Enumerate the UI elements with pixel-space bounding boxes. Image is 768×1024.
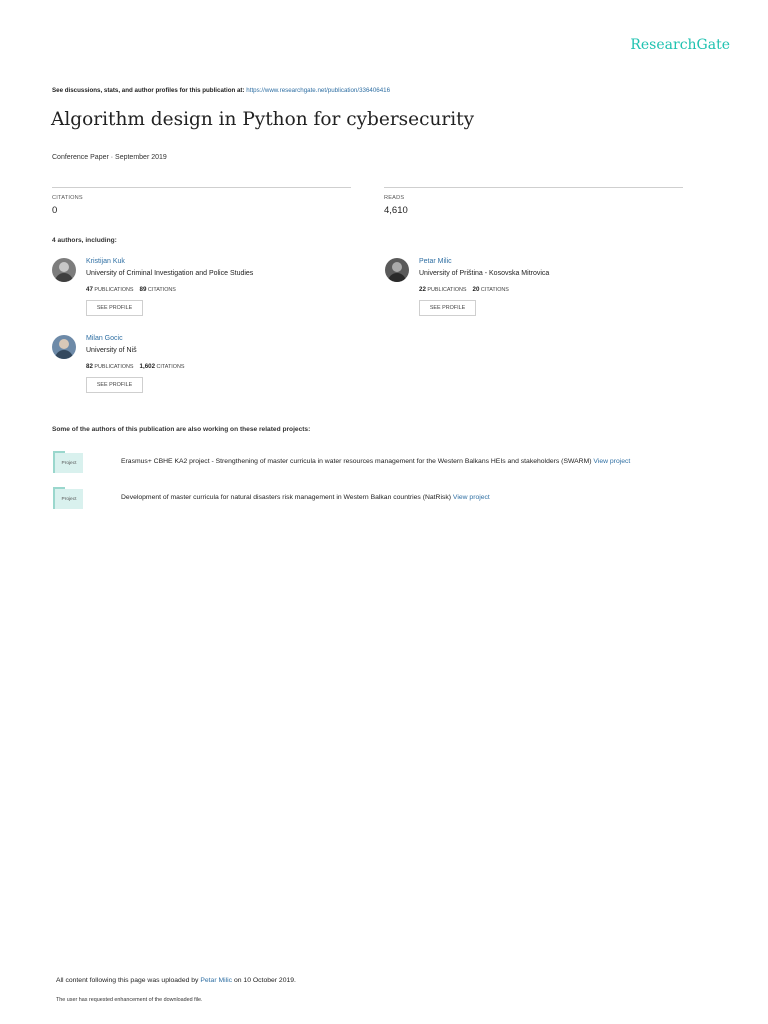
see-profile-button[interactable]: SEE PROFILE [419,300,476,316]
author-institution: University of Criminal Investigation and Police Studies [86,270,254,277]
paper-title: Algorithm design in Python for cybersecurity [51,109,475,130]
project-icon[interactable]: Project [53,453,83,473]
author-institution: University of Priština - Kosovska Mitrovica [419,270,550,277]
related-projects-heading: Some of the authors of this publication are also working on these related projects: [52,426,311,433]
publications-label: PUBLICATIONS [427,287,467,293]
avatar[interactable] [385,258,409,282]
citations-count: 1,602 [139,363,156,370]
project-item [52,489,732,511]
author-card [52,258,352,318]
reads-label: READS [384,195,405,201]
uploader-link[interactable]: Petar Milic [200,977,233,984]
upload-note [56,977,296,984]
author-name-link[interactable]: Petar Milic [419,258,452,265]
discussion-line [52,87,390,94]
publications-count: 82 [86,363,93,370]
discussion-prefix: See discussions, stats, and author profiles for this publication at: [52,87,245,94]
project-title: Erasmus+ CBHE KA2 project - Strengthening of master curricula in water resources management for the Western Balkans HEIs and stakeholders (SWARM) [121,458,592,465]
author-stats [86,363,184,370]
project-title: Development of master curricula for natural disasters risk management in Western Balkan countries (NatRisk) [121,494,452,501]
publication-url-link[interactable]: https://www.researchgate.net/publication/336406416 [246,87,391,94]
avatar[interactable] [52,335,76,359]
citations-label: CITATIONS [147,287,176,293]
author-stats [86,286,176,293]
author-name-link[interactable]: Kristijan Kuk [86,258,125,265]
researchgate-logo[interactable]: ResearchGate [630,37,730,53]
reads-stat [384,187,683,216]
author-card [385,258,685,318]
project-icon[interactable]: Project [53,489,83,509]
citations-stat [52,187,351,216]
view-project-link[interactable]: View project [593,458,631,465]
project-description [121,458,630,465]
upload-suffix: on 10 October 2019. [233,977,296,984]
enhancement-note: The user has requested enhancement of the downloaded file. [56,997,203,1003]
author-institution: University of Niš [86,347,137,354]
author-stats [419,286,509,293]
avatar[interactable] [52,258,76,282]
author-card [52,335,352,395]
publications-count: 47 [86,286,93,293]
see-profile-button[interactable]: SEE PROFILE [86,300,143,316]
publications-label: PUBLICATIONS [94,364,134,370]
paper-type-date: Conference Paper · September 2019 [52,154,167,161]
see-profile-button[interactable]: SEE PROFILE [86,377,143,393]
publications-count: 22 [419,286,426,293]
citations-count: 20 [472,286,480,293]
citations-label: CITATIONS [156,364,185,370]
citations-count: 89 [139,286,147,293]
project-item [52,453,732,475]
project-description [121,494,490,501]
upload-prefix: All content following this page was uploaded by [56,977,199,984]
publications-label: PUBLICATIONS [94,287,134,293]
citations-label: CITATIONS [52,195,83,201]
authors-heading: 4 authors, including: [52,237,117,244]
reads-value: 4,610 [384,205,408,216]
citations-label: CITATIONS [480,287,509,293]
view-project-link[interactable]: View project [452,494,490,501]
author-name-link[interactable]: Milan Gocic [86,335,123,342]
citations-value: 0 [52,205,58,216]
